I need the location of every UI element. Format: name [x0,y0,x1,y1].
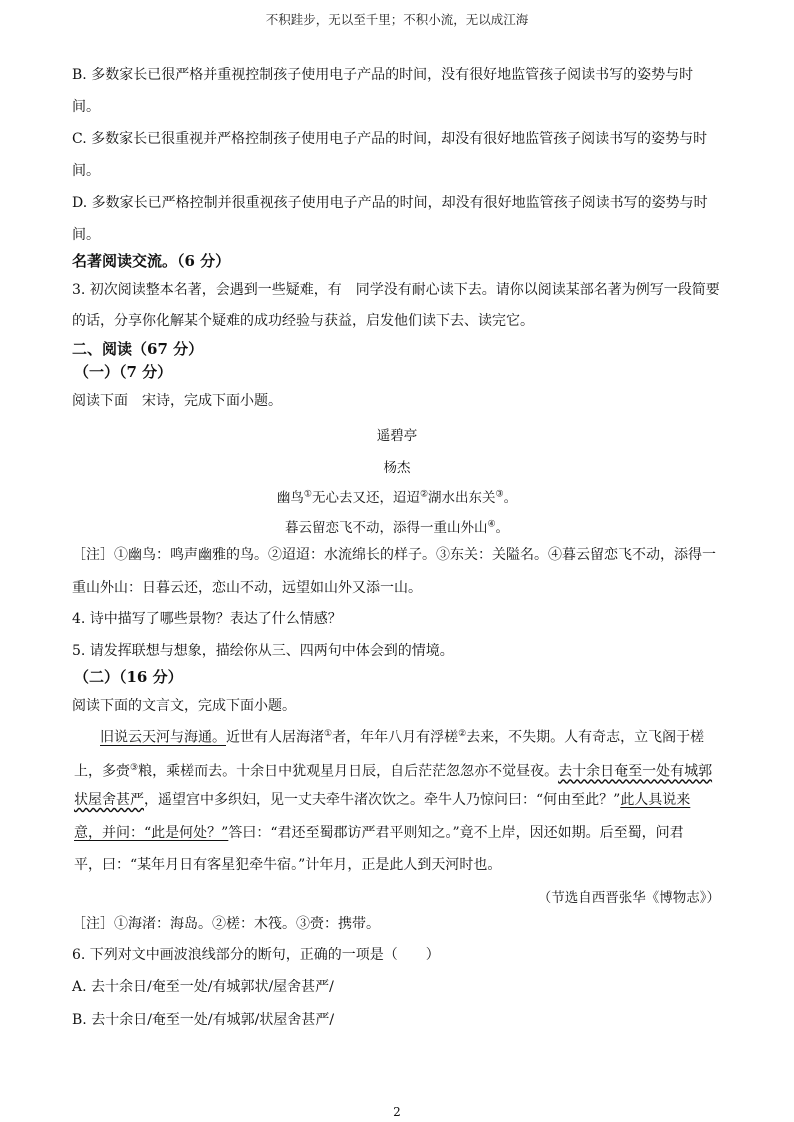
classical-line3: 状屋舍甚严，遥望宫中多织妇，见一丈夫牵牛渚次饮之。牵牛人乃惊问曰：“何由至此？”此人具说来 [74,792,691,808]
classical-line4: 意，并问：“此是何处？”答曰：“君还至蜀郡访严君平则知之。”竟不上岸，因还如期。后至蜀，问君 [74,825,684,841]
poem-note-line2: 重山外山：日暮云还，恋山不动，远望如山外又添一山。 [72,580,422,596]
classical-line5: 平，曰：“某年月日有客星犯牵牛宿。”计年月，正是此人到天河时也。 [74,857,502,873]
q3-line1: 3. 初次阅读整本名著，会遇到一些疑难，有 同学没有耐心读下去。请你以阅读某部名著为例写一段简要 [72,282,720,298]
q5: 5. 请发挥联想与想象，描绘你从三、四两句中体会到的情境。 [72,643,454,659]
page-header: 不积跬步，无以至千里；不积小流，无以成江海 [265,12,529,27]
option-c-line2: 间。 [72,163,100,179]
q6-option-a: A. 去十余日/奄至一处/有城郭状/屋舍甚严/ [72,979,334,995]
poem-title: 遥碧亭 [376,428,418,444]
classical-note: ［注］①海渚：海岛。②槎：木筏。③赍：携带。 [72,916,380,932]
q4: 4. 诗中描写了哪些景物？表达了什么情感？ [72,611,342,627]
classical-line1: 旧说云天河与海通。近世有人居海渚①者，年年八月有浮槎②去来，不失期。人有奇志，立飞阁于槎 [100,729,705,746]
poem-line1: 幽鸟①无心去又还，迢迢②湖水出东关③。 [276,489,518,506]
q3-line2: 的话，分享你化解某个疑难的成功经验与获益，启发他们读下去、读完它。 [72,313,534,329]
section-reading-heading: 二、阅读（67 分） [72,340,204,358]
poem-note-line1: ［注］①幽鸟：鸣声幽雅的鸟。②迢迢：水流绵长的样子。③东关：关隘名。④暮云留恋飞不动，添得一 [72,547,716,563]
option-b-line1: B. 多数家长已很严格并重视控制孩子使用电子产品的时间，没有很好地监管孩子阅读书写的姿势与时 [72,67,694,83]
section-mingzhu-heading: 名著阅读交流。（6 分） [72,252,231,270]
part1-heading: （一）（7 分） [74,363,173,381]
page-number: 2 [393,1105,401,1119]
poem-line2: 暮云留恋飞不动，添得一重山外山④。 [284,519,510,536]
q6: 6. 下列对文中画波浪线部分的断句，正确的一项是（ ） [72,947,440,963]
part2-heading: （二）（16 分） [74,668,183,686]
option-d-line1: D. 多数家长已严格控制并很重视孩子使用电子产品的时间，却没有很好地监管孩子阅读书写的姿势与时 [72,195,708,211]
q6-option-b: B. 去十余日/奄至一处/有城郭/状屋舍甚严/ [72,1012,335,1028]
classical-line2: 上，多赍③粮，乘槎而去。十余日中犹观星月日辰，自后茫茫忽忽亦不觉昼夜。去十余日奄至一处有城郭 [74,763,713,780]
source-citation: （节选自西晋张华《博物志》） [537,890,720,906]
part1-intro: 阅读下面 宋诗，完成下面小题。 [72,393,282,409]
option-c-line1: C. 多数家长已很重视并严格控制孩子使用电子产品的时间，却没有很好地监管孩子阅读书写的姿势与时 [72,131,708,147]
option-d-line2: 间。 [72,227,100,243]
option-b-line2: 间。 [72,99,100,115]
poem-author: 杨杰 [383,460,411,476]
part2-intro: 阅读下面的文言文，完成下面小题。 [72,698,296,714]
